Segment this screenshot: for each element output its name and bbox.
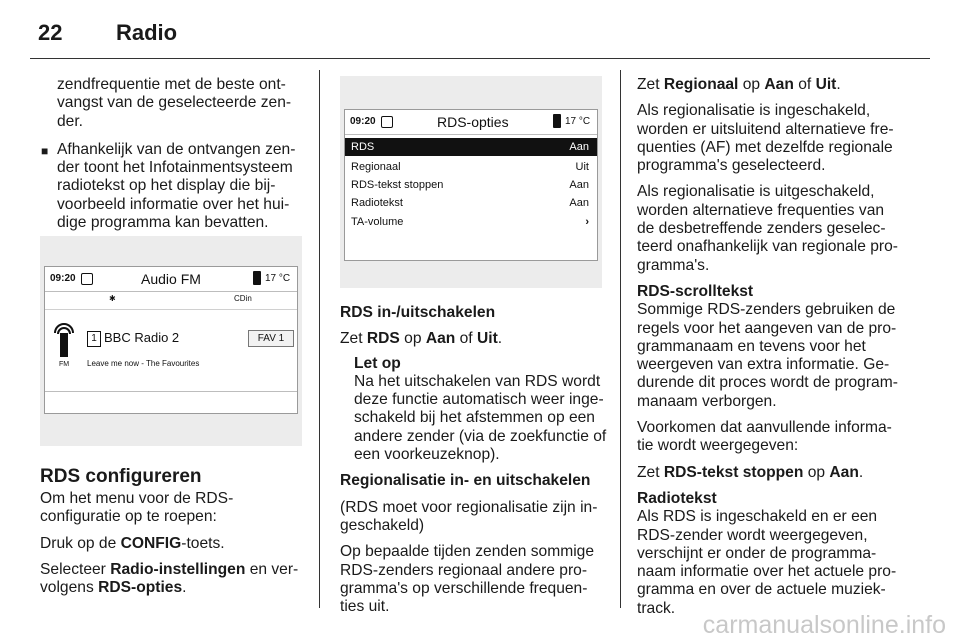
header-divider [30,58,930,59]
select-text [40,561,312,598]
text-line: Sommige RDS-zenders gebruiken de [637,301,896,319]
text-line: andere zender (via de zoekfunctie of [354,427,607,445]
section-heading: RDS configureren [40,466,202,487]
status-bar [345,110,597,135]
regional-set-text [637,76,933,94]
text-line: der toont het Infotainmentsysteem [57,159,293,177]
prevent-paragraph [637,419,933,456]
text-line: een voorkeuzeknop). [354,446,500,464]
text-line: weergeven van extra informatie. Ge- [637,356,890,374]
text-fragment: . [497,330,503,348]
row-value: Aan [569,141,589,153]
text-line: regels voor het aangeven van de pro- [637,319,897,337]
column-1-top [41,76,307,232]
text-line: Als regionalisatie is uitgeschakeld, [637,183,875,201]
text-line: de desbetreffende zenders geselec- [637,220,886,238]
text-fragment: volgens [40,579,99,597]
column-divider-1 [319,70,320,608]
column-3-text [637,76,933,626]
menu-item-name: Radio-instellingen [110,560,246,578]
source-info-row [45,291,297,310]
text-line: programma's geselecteerd. [637,157,826,175]
row-label: Regionaal [351,161,401,173]
bluetooth-icon: ✱ [109,294,116,303]
text-line: Als RDS is ingeschakeld en er een [637,508,878,526]
text-line: Na het uitschakelen van RDS wordt [354,372,601,390]
menu-row-rds[interactable] [345,138,597,156]
text-line: (RDS moet voor regionalisatie zijn in- [340,498,598,516]
column-divider-2 [620,70,621,608]
config-key: CONFIG [120,534,182,552]
screen-title: Audio FM [141,271,201,287]
text-line: gramma en over de actuele muziek- [637,581,886,599]
text-line: gramma's. [637,256,710,274]
regional-text [340,499,612,536]
text-fragment: op [738,76,765,93]
text-line: worden alternatieve frequenties van [637,201,885,219]
page-title: Radio [116,20,178,45]
preset-number-box: 1 [87,331,101,347]
row-label: Radiotekst [351,197,403,209]
radiotext-paragraph [637,508,933,618]
text-fragment: . [858,463,864,481]
phone-icon [553,114,561,128]
setting-name: RDS [366,330,400,348]
value-off: Uit [476,330,498,348]
rds-text-stop-set-text [637,464,933,482]
value-on: Aan [829,463,859,481]
text-line: manaam verborgen. [637,392,777,410]
note-title: Let op [354,354,401,372]
text-line: teerd onafhankelijk van regionale pro- [637,238,898,256]
row-label: TA-volume [351,216,404,228]
text-line: gramma's op verschillende frequen- [340,579,588,597]
rds-toggle-heading: RDS in-/uitschakelen [340,304,496,321]
text-fragment: en ver- [245,560,299,578]
text-fragment: Zet [637,76,664,93]
row-value: Aan [569,179,589,191]
row-label: RDS-tekst stoppen [351,179,444,191]
text-line: quenties (AF) met dezelfde regionale [637,138,893,156]
text-fragment: Selecteer [40,560,111,578]
text-line: verschijnt er onder de programma- [637,544,877,562]
text-line: grammanaam en tevens voor het [637,337,866,355]
temperature: 17 °C [565,116,591,127]
text-line: ties uit. [340,598,390,616]
regional-on-paragraph [637,102,933,175]
text-line: voorbeeld informatie over het hui- [57,195,290,213]
audio-fm-screenshot [40,236,302,446]
radio-antenna-icon [53,323,75,357]
display-footer-divider [45,391,297,392]
text-fragment: Zet [340,330,367,348]
text-line: tie wordt weergegeven: [637,437,799,455]
row-value: Uit [575,161,589,173]
press-config-text [40,535,312,553]
cd-status: CDin [234,294,252,303]
clock-time: 09:20 [350,116,376,127]
text-line: vangst van de geselecteerde zen- [57,94,292,112]
radiotext: Leave me now - The Favourites [87,359,200,368]
menu-row-regionaal[interactable] [345,158,597,176]
text-fragment: . [182,579,187,597]
text-line: track. [637,599,676,617]
text-line: deze functie automatisch weer inge- [354,391,604,409]
text-line: configuratie op te roepen: [40,508,217,526]
radiotext-heading: Radiotekst [637,489,717,507]
text-line: zendfrequentie met de beste ont- [57,76,286,93]
text-line: dige programma kan bevatten. [57,214,269,232]
setting-name: RDS-tekst stoppen [663,463,804,481]
text-line: worden er uitsluitend alternatieve fre- [637,120,894,138]
text-line: geschakeld) [340,516,425,534]
screen-title: RDS-opties [437,114,509,130]
chevron-right-icon: › [585,216,589,228]
text-fragment: Zet [637,463,664,481]
text-line: schakeld bij het afstemmen op een [354,409,595,427]
status-bar [45,267,297,292]
bullet-item [41,141,307,232]
scrolltext-paragraph [637,301,933,411]
text-fragment: Druk op de [40,534,121,552]
text-line: RDS-zender wordt weergegeven, [637,526,868,544]
text-fragment: of [793,76,816,93]
regional-paragraph [340,543,612,616]
intro-text [40,490,312,527]
favourite-badge: FAV 1 [248,330,294,347]
audio-fm-display [44,266,298,414]
column-2-text [340,304,612,624]
page-number: 22 [38,20,63,45]
setting-name: Regionaal [663,76,739,93]
phone-icon [253,271,261,285]
text-line: Voorkomen dat aanvullende informa- [637,419,892,437]
menu-row-radiotekst[interactable] [345,194,597,212]
scrolltext-heading: RDS-scrolltekst [637,282,754,300]
rds-options-display [344,109,598,261]
bullet-icon: ■ [41,143,49,158]
text-fragment: . [836,76,841,93]
text-fragment: -toets. [181,534,225,552]
text-line: naam informatie over het actuele pro- [637,563,897,581]
regional-off-paragraph [637,183,933,274]
column-1-bottom [40,466,312,605]
row-label: RDS [351,141,375,153]
menu-item-name: RDS-opties [98,579,183,597]
value-off: Uit [815,76,837,93]
row-value: Aan [569,197,589,209]
text-fragment: of [455,330,477,348]
text-line: Afhankelijk van de ontvangen zen- [57,140,296,158]
regional-heading: Regionalisatie in- en uitschakelen [340,472,591,490]
temperature: 17 °C [265,273,291,284]
text-line: radiotekst op het display die bij- [57,177,276,195]
value-on: Aan [764,76,794,93]
text-line: durende dit proces wordt de program- [637,374,898,392]
watermark: carmanualsonline.info [702,611,946,639]
text-line: Als regionalisatie is ingeschakeld, [637,102,871,120]
text-line: Om het menu voor de RDS- [40,490,234,507]
text-line: Op bepaalde tijden zenden sommige [340,543,594,561]
note-block [340,355,612,465]
intro-paragraph [57,76,307,131]
text-fragment: op [803,463,830,481]
clock-icon [381,116,393,128]
value-on: Aan [425,330,456,348]
text-line: RDS-zenders regionaal andere pro- [340,561,588,579]
menu-row-ta-volume[interactable] [345,213,597,231]
menu-row-rds-text-stop[interactable] [345,176,597,194]
clock-time: 09:20 [50,273,76,284]
rds-options-screenshot [340,76,602,288]
text-fragment: op [399,330,426,348]
clock-icon [81,273,93,285]
band-label: FM [59,361,70,368]
rds-set-text [340,330,612,348]
text-line: der. [57,112,84,130]
station-name: BBC Radio 2 [104,330,180,345]
